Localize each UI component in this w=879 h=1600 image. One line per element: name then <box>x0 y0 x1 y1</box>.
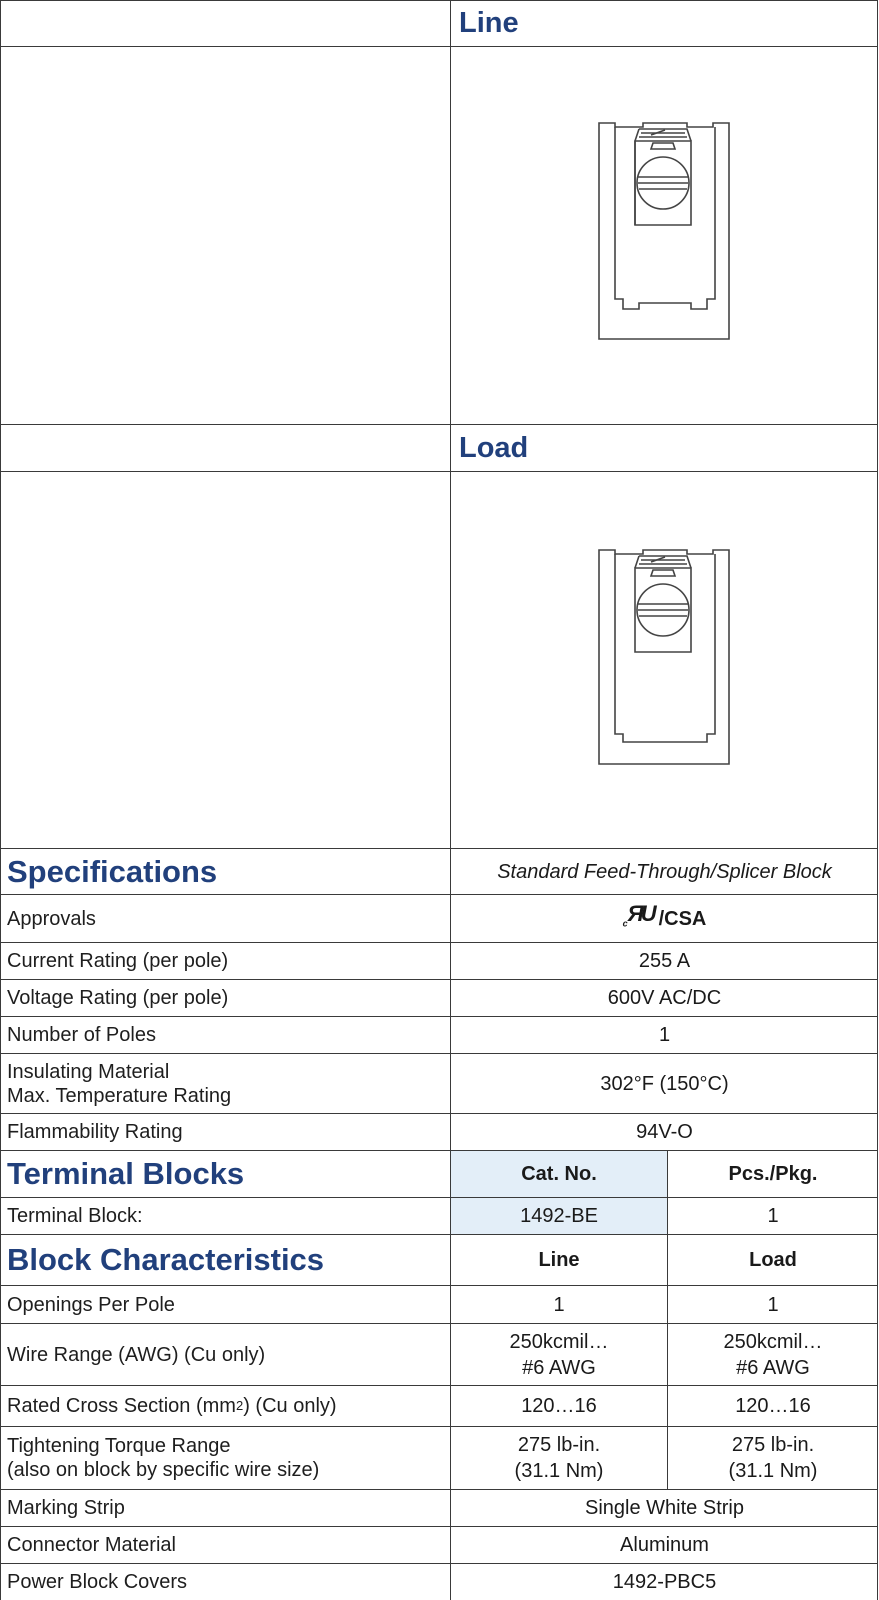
number-of-poles-row <box>0 1016 878 1053</box>
openings-label: Openings Per Pole <box>7 1293 175 1316</box>
flammability-value: 94V-O <box>450 1114 878 1150</box>
power-block-covers-label: Power Block Covers <box>7 1571 188 1593</box>
torque-label: Tightening Torque Range <box>7 1435 231 1457</box>
line-header: Line <box>450 0 878 46</box>
wire-range-line-min: #6 AWG <box>522 1356 596 1379</box>
terminal-block-row <box>0 1197 878 1234</box>
openings-load-value: 1 <box>667 1286 878 1323</box>
insulating-material-label: Insulating Material <box>7 1060 170 1083</box>
connector-material-label: Connector Material <box>7 1534 176 1556</box>
wire-range-load-max: 250kcmil… <box>723 1330 823 1353</box>
insulating-material-row <box>0 1053 878 1113</box>
current-rating-row <box>0 942 878 979</box>
approvals-value: /CSA <box>658 907 707 930</box>
wire-range-line-max: 250kcmil… <box>509 1330 609 1353</box>
temperature-rating-value: 302°F (150°C) <box>450 1054 878 1113</box>
max-temperature-label: Max. Temperature Rating <box>7 1084 232 1107</box>
wire-range-load-min: #6 AWG <box>736 1356 810 1379</box>
approvals-label: Approvals <box>7 907 96 930</box>
torque-line-imperial: 275 lb-in. <box>517 1434 601 1456</box>
number-of-poles-label: Number of Poles <box>7 1024 156 1046</box>
load-column-header: Load <box>667 1235 878 1285</box>
torque-sublabel: (also on block by specific wire size) <box>7 1459 320 1481</box>
cat-no-header: Cat. No. <box>450 1151 667 1197</box>
connector-material-row <box>0 1526 878 1563</box>
torque-load-imperial: 275 lb-in. <box>731 1434 815 1456</box>
line-drawing-row <box>0 46 878 424</box>
current-rating-value: 255 A <box>450 943 878 979</box>
cross-section-label: Rated Cross Section (mm 2 ) (Cu only) <box>7 1395 337 1417</box>
terminal-blocks-title: Terminal Blocks <box>7 1156 245 1191</box>
line-column-header: Line <box>450 1235 667 1285</box>
connector-material-value: Aluminum <box>450 1527 878 1563</box>
flammability-row <box>0 1113 878 1150</box>
pcs-pkg-value: 1 <box>667 1198 878 1234</box>
specifications-title: Specifications <box>7 853 218 889</box>
number-of-poles-value: 1 <box>450 1017 878 1053</box>
specifications-header-row <box>0 848 878 894</box>
load-drawing-row <box>0 471 878 848</box>
load-terminal-drawing <box>595 548 735 768</box>
voltage-rating-label: Voltage Rating (per pole) <box>7 987 229 1009</box>
terminal-block-drawing <box>595 121 735 343</box>
marking-strip-value: Single White Strip <box>450 1490 878 1526</box>
openings-line-value: 1 <box>450 1286 667 1323</box>
torque-load-metric: (31.1 Nm) <box>728 1460 818 1482</box>
pcs-pkg-header: Pcs./Pkg. <box>667 1151 878 1197</box>
block-characteristics-title: Block Characteristics <box>7 1242 325 1277</box>
ur-recognized-mark-icon: $_c$ЯU <box>622 900 657 929</box>
current-rating-label: Current Rating (per pole) <box>7 950 229 972</box>
cross-section-load-value: 120…16 <box>667 1386 878 1426</box>
torque-line-metric: (31.1 Nm) <box>514 1460 604 1482</box>
specifications-subtitle: Standard Feed-Through/Splicer Block <box>450 849 878 894</box>
power-block-covers-row <box>0 1563 878 1600</box>
voltage-rating-value: 600V AC/DC <box>450 980 878 1016</box>
terminal-blocks-header-row <box>0 1150 878 1197</box>
openings-row <box>0 1285 878 1323</box>
marking-strip-label: Marking Strip <box>7 1497 125 1519</box>
voltage-rating-row <box>0 979 878 1016</box>
cross-section-line-value: 120…16 <box>450 1386 667 1426</box>
block-characteristics-header-row <box>0 1234 878 1285</box>
cat-no-value: 1492-BE <box>450 1198 667 1234</box>
marking-strip-row <box>0 1489 878 1526</box>
terminal-block-drawing <box>595 548 735 768</box>
approvals-row <box>0 894 878 942</box>
line-header-row <box>0 0 878 46</box>
terminal-block-label: Terminal Block: <box>7 1205 143 1227</box>
wire-range-row <box>0 1323 878 1385</box>
torque-row <box>0 1426 878 1489</box>
load-header-row <box>0 424 878 471</box>
line-terminal-drawing <box>595 121 735 343</box>
load-header: Load <box>450 425 878 471</box>
cross-section-row <box>0 1385 878 1426</box>
power-block-covers-value: 1492-PBC5 <box>450 1564 878 1600</box>
wire-range-label: Wire Range (AWG) (Cu only) <box>7 1343 266 1366</box>
flammability-label: Flammability Rating <box>7 1121 183 1143</box>
